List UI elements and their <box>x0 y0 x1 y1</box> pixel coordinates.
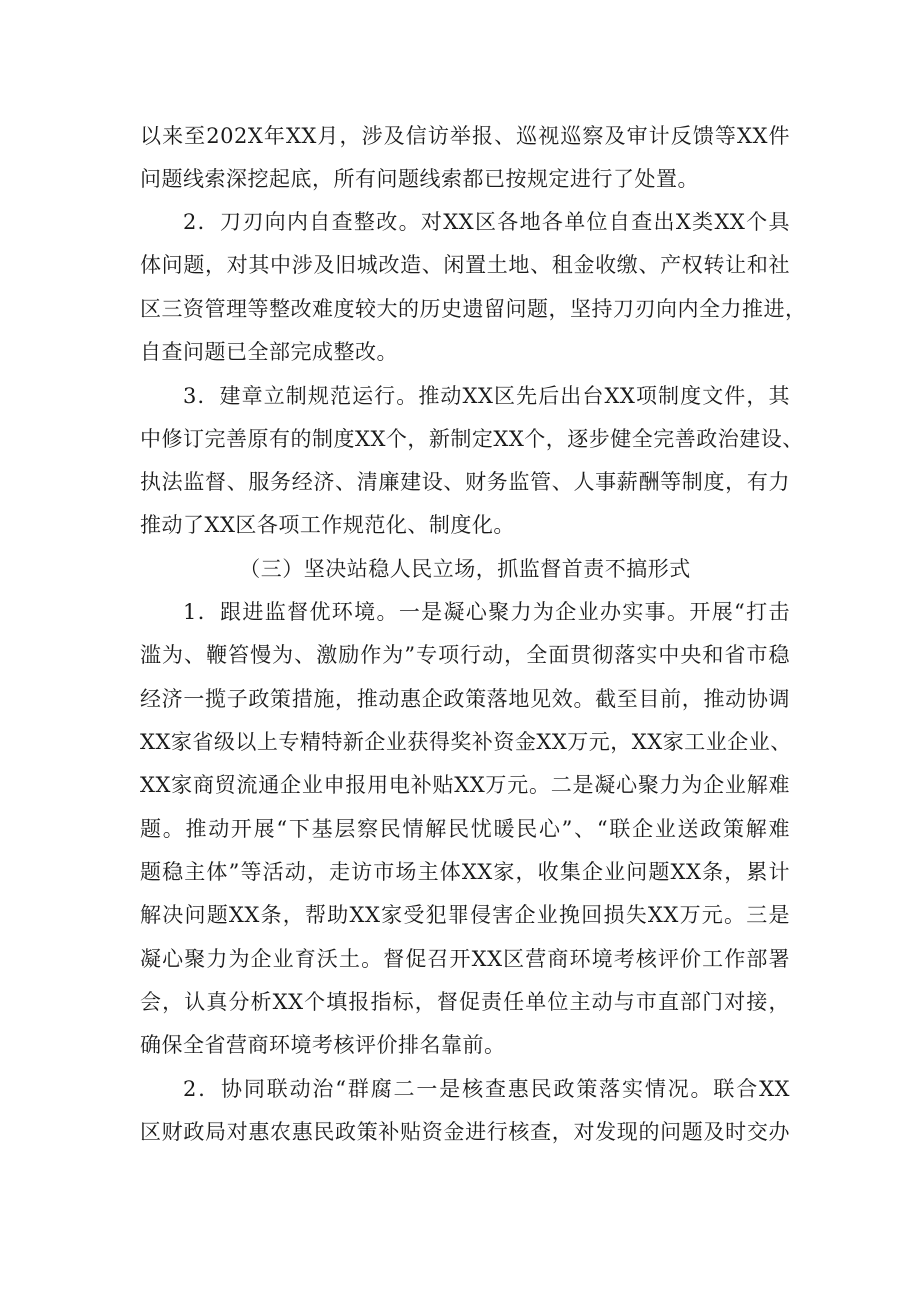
paragraph-line: 滥为、鞭笞慢为、激励作为”专项行动，全面贯彻落实中央和省市稳 <box>140 643 790 667</box>
paragraph-line: 以来至202X年XX月，涉及信访举报、巡视巡察及审计反馈等XX件 <box>140 124 790 148</box>
paragraph-line: 题。推动开展“下基层察民情解民忧暖民心”、“联企业送政策解难 <box>140 817 790 841</box>
paragraph-line: 问题线索深挖起底，所有问题线索都已按规定进行了处置。 <box>140 167 699 191</box>
paragraph-line: 解决问题XX条，帮助XX家受犯罪侵害企业挽回损失XX万元。三是 <box>140 903 790 927</box>
paragraph-line: 执法监督、服务经济、清廉建设、财务监管、人事薪酬等制度，有力 <box>140 470 790 494</box>
paragraph-line: 推动了XX区各项工作规范化、制度化。 <box>140 513 515 537</box>
paragraph-line: 题稳主体”等活动，走访市场主体XX家，收集企业问题XX条，累计 <box>140 860 790 884</box>
paragraph-line: 自查问题已全部完成整改。 <box>140 340 398 364</box>
paragraph-line: 2．刀刃向内自查整改。对XX区各地各单位自查出X类XX个具 <box>183 210 790 234</box>
paragraph-line: 体问题，对其中涉及旧城改造、闲置土地、租金收缴、产权转让和社 <box>140 253 790 277</box>
section-heading: （三）坚决站稳人民立场，抓监督首责不搞形式 <box>239 557 691 581</box>
paragraph-line: XX家省级以上专精特新企业获得奖补资金XX万元，XX家工业企业、 <box>140 730 792 754</box>
paragraph-line: 2．协同联动治“群腐二一是核查惠民政策落实情况。联合XX <box>183 1077 790 1101</box>
paragraph-line: 经济一揽子政策措施，推动惠企政策落地见效。截至目前，推动协调 <box>140 687 790 711</box>
paragraph-line: 3．建章立制规范运行。推动XX区先后出台XX项制度文件，其 <box>183 384 790 408</box>
paragraph-line: 会，认真分析XX个填报指标，督促责任单位主动与市直部门对接， <box>140 990 790 1014</box>
paragraph-line: XX家商贸流通企业申报用电补贴XX万元。二是凝心聚力为企业解难 <box>140 773 790 797</box>
paragraph-line: 确保全省营商环境考核评价排名靠前。 <box>140 1033 506 1057</box>
paragraph-line: 区财政局对惠农惠民政策补贴资金进行核查，对发现的问题及时交办 <box>140 1120 790 1144</box>
paragraph-line: 区三资管理等整改难度较大的历史遗留问题，坚持刀刃向内全力推进， <box>140 297 807 321</box>
paragraph-line: 凝心聚力为企业育沃土。督促召开XX区营商环境考核评价工作部署 <box>140 947 790 971</box>
paragraph-line: 中修订完善原有的制度XX个，新制定XX个，逐步健全完善政治建设、 <box>140 427 804 451</box>
paragraph-line: 1．跟进监督优环境。一是凝心聚力为企业办实事。开展“打击 <box>183 600 790 624</box>
